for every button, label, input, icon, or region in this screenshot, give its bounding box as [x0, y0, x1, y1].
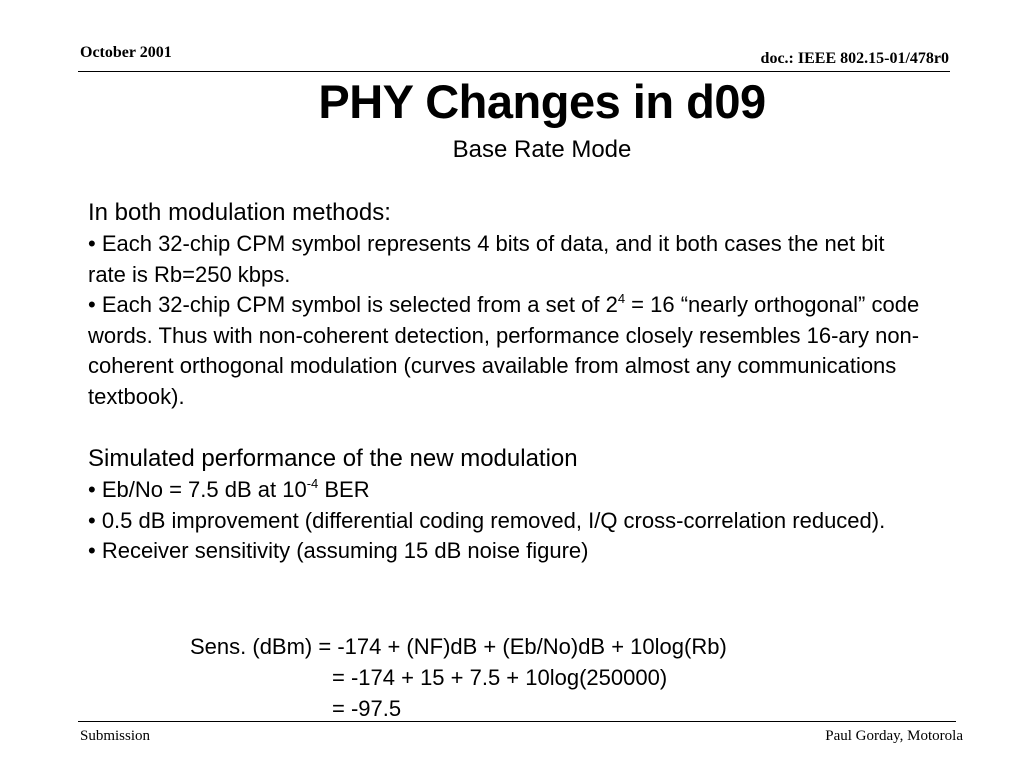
section-gap [88, 412, 928, 442]
footer-author: Paul Gorday, Motorola [825, 728, 963, 744]
section2-heading: Simulated performance of the new modulation [88, 445, 578, 472]
section1-bullet-2-superscript: 4 [617, 291, 626, 306]
section1-bullet-2-pre: • Each 32-chip CPM symbol is selected from a set of 2 [88, 292, 618, 317]
slide-body [88, 196, 928, 567]
section2-bullet-3: • Receiver sensitivity (assuming 15 dB noise figure) [88, 538, 589, 563]
equation-line-2: = -174 + 15 + 7.5 + 10log(250000) [332, 665, 668, 690]
section1-heading: In both modulation methods: [88, 199, 391, 226]
footer-submission: Submission [80, 728, 151, 744]
section2-bullet-1-superscript: -4 [306, 476, 319, 491]
section1-bullet-2 [88, 290, 928, 412]
header-doc-id: doc.: IEEE 802.15-01/478r0 [760, 50, 949, 67]
slide-title: PHY Changes in d09 [318, 75, 766, 128]
section1-bullet-2-post: = 16 “nearly orthogonal” code words. Thus with non-coherent detection, performance closely resembles 16-ary non-coherent orthogonal modulation (curves available from almost any communications textbook). [88, 292, 920, 409]
equation-line-1: Sens. (dBm) = -174 + (NF)dB + (Eb/No)dB + 10log(Rb) [190, 634, 727, 659]
section2-bullet-2: • 0.5 dB improvement (differential coding removed, I/Q cross-correlation reduced). [88, 507, 886, 533]
equation-line-3: = -97.5 [332, 696, 402, 721]
slide-subtitle: Base Rate Mode [452, 136, 632, 163]
section2-bullet-1 [88, 475, 928, 506]
footer-rule [78, 721, 956, 722]
section1-bullet-1: • Each 32-chip CPM symbol represents 4 bits of data, and it both cases the net bit rate is Rb=250 kbps. [88, 231, 885, 287]
section2-bullet-1-post: BER [318, 477, 370, 502]
section2-bullet-1-pre: • Eb/No = 7.5 dB at 10 [88, 477, 307, 502]
header-rule [78, 71, 950, 72]
header-date: October 2001 [80, 44, 172, 61]
